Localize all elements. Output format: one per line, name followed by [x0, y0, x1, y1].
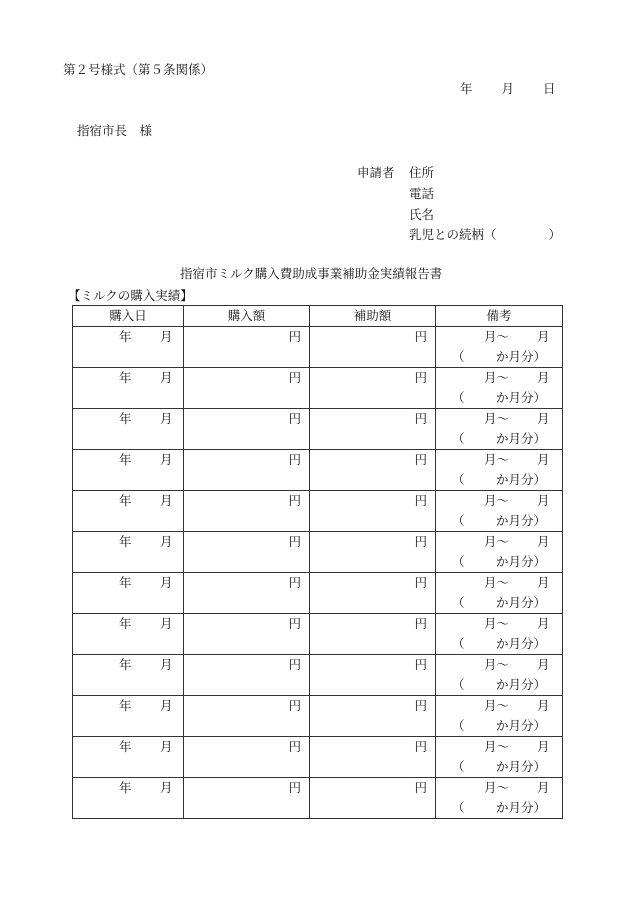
subsidy-amount-cell[interactable] [310, 573, 436, 614]
month-count-label: か月分） [496, 513, 547, 528]
month-label: 月 [160, 329, 173, 344]
range-to-label: 月 [537, 780, 550, 795]
applicant-address-label: 住所 [409, 165, 435, 180]
remarks-cell[interactable] [436, 327, 563, 368]
purchase-amount-cell[interactable] [184, 614, 310, 655]
year-label: 年 [119, 575, 132, 590]
month-count-label: か月分） [496, 472, 547, 487]
yen-label: 円 [288, 329, 301, 344]
table-body [73, 327, 563, 819]
column-header-purchase-amount: 購入額 [184, 306, 310, 327]
remarks-cell[interactable] [436, 778, 563, 819]
table-row [73, 368, 563, 409]
applicant-label: 申請者 [357, 165, 395, 180]
purchase-date-cell[interactable] [73, 409, 184, 450]
purchase-date-cell[interactable] [73, 368, 184, 409]
form-number: 第２号様式（第５条関係） [63, 62, 214, 77]
year-label: 年 [119, 534, 132, 549]
count-open-paren: （ [452, 636, 465, 651]
applicant-relation-label [409, 229, 561, 242]
count-open-paren: （ [452, 390, 465, 405]
purchase-amount-cell[interactable] [184, 491, 310, 532]
purchase-date-cell[interactable] [73, 491, 184, 532]
remarks-cell[interactable] [436, 368, 563, 409]
table-row [73, 737, 563, 778]
yen-label: 円 [288, 739, 301, 754]
count-open-paren: （ [452, 513, 465, 528]
table-row [73, 491, 563, 532]
date-day: 日 [543, 81, 556, 96]
range-to-label: 月 [537, 493, 550, 508]
remarks-cell[interactable] [436, 696, 563, 737]
applicant-name-label: 氏名 [409, 207, 435, 222]
month-label: 月 [160, 493, 173, 508]
month-label: 月 [160, 698, 173, 713]
year-label: 年 [119, 452, 132, 467]
table-row [73, 778, 563, 819]
purchase-amount-cell[interactable] [184, 532, 310, 573]
range-to-label: 月 [537, 575, 550, 590]
month-count-label: か月分） [496, 718, 547, 733]
year-label: 年 [119, 657, 132, 672]
yen-label: 円 [414, 493, 427, 508]
yen-label: 円 [414, 370, 427, 385]
range-from-label: 月～ [484, 411, 510, 426]
table-row [73, 614, 563, 655]
count-open-paren: （ [452, 554, 465, 569]
purchase-record-table [72, 305, 563, 819]
month-label: 月 [160, 616, 173, 631]
range-to-label: 月 [537, 698, 550, 713]
yen-label: 円 [288, 452, 301, 467]
range-from-label: 月～ [484, 329, 510, 344]
yen-label: 円 [414, 616, 427, 631]
year-label: 年 [119, 698, 132, 713]
purchase-date-cell[interactable] [73, 614, 184, 655]
purchase-date-cell[interactable] [73, 696, 184, 737]
section-heading: 【ミルクの購入実績】 [68, 288, 193, 303]
range-to-label: 月 [537, 534, 550, 549]
subsidy-amount-cell[interactable] [310, 614, 436, 655]
remarks-cell[interactable] [436, 614, 563, 655]
range-from-label: 月～ [484, 780, 510, 795]
purchase-amount-cell[interactable] [184, 573, 310, 614]
month-label: 月 [160, 411, 173, 426]
subsidy-amount-cell[interactable] [310, 778, 436, 819]
yen-label: 円 [288, 698, 301, 713]
purchase-date-cell[interactable] [73, 655, 184, 696]
count-open-paren: （ [452, 677, 465, 692]
year-label: 年 [119, 616, 132, 631]
count-open-paren: （ [452, 431, 465, 446]
yen-label: 円 [414, 575, 427, 590]
yen-label: 円 [414, 657, 427, 672]
table-row [73, 409, 563, 450]
count-open-paren: （ [452, 800, 465, 815]
subsidy-amount-cell[interactable] [310, 655, 436, 696]
month-count-label: か月分） [496, 759, 547, 774]
range-from-label: 月～ [484, 493, 510, 508]
year-label: 年 [119, 493, 132, 508]
table-header-row [73, 306, 563, 327]
year-label: 年 [119, 739, 132, 754]
month-count-label: か月分） [496, 636, 547, 651]
month-label: 月 [160, 739, 173, 754]
remarks-cell[interactable] [436, 573, 563, 614]
yen-label: 円 [414, 739, 427, 754]
range-from-label: 月～ [484, 616, 510, 631]
range-to-label: 月 [537, 452, 550, 467]
month-count-label: か月分） [496, 595, 547, 610]
yen-label: 円 [414, 411, 427, 426]
range-from-label: 月～ [484, 575, 510, 590]
subsidy-amount-cell[interactable] [310, 409, 436, 450]
month-count-label: か月分） [496, 390, 547, 405]
month-count-label: か月分） [496, 554, 547, 569]
month-label: 月 [160, 575, 173, 590]
range-to-label: 月 [537, 329, 550, 344]
yen-label: 円 [288, 575, 301, 590]
remarks-cell[interactable] [436, 655, 563, 696]
month-count-label: か月分） [496, 349, 547, 364]
table-row [73, 532, 563, 573]
table-row [73, 573, 563, 614]
year-label: 年 [119, 329, 132, 344]
remarks-cell[interactable] [436, 491, 563, 532]
month-count-label: か月分） [496, 677, 547, 692]
month-label: 月 [160, 452, 173, 467]
month-count-label: か月分） [496, 800, 547, 815]
subsidy-amount-cell[interactable] [310, 450, 436, 491]
document-title: 指宿市ミルク購入費助成事業補助金実績報告書 [180, 266, 443, 281]
purchase-amount-cell[interactable] [184, 327, 310, 368]
yen-label: 円 [288, 780, 301, 795]
column-header-purchase-date: 購入日 [73, 306, 184, 327]
remarks-cell[interactable] [436, 737, 563, 778]
yen-label: 円 [414, 780, 427, 795]
count-open-paren: （ [452, 759, 465, 774]
table-row [73, 327, 563, 368]
purchase-amount-cell[interactable] [184, 737, 310, 778]
purchase-amount-cell[interactable] [184, 778, 310, 819]
relation-label: 乳児との続柄（ [409, 227, 497, 242]
month-label: 月 [160, 657, 173, 672]
date-line [460, 83, 556, 96]
date-month: 月 [501, 81, 515, 96]
date-year: 年 [460, 81, 473, 96]
range-to-label: 月 [537, 657, 550, 672]
count-open-paren: （ [452, 595, 465, 610]
column-header-remarks: 備考 [436, 306, 563, 327]
purchase-date-cell[interactable] [73, 737, 184, 778]
range-to-label: 月 [537, 370, 550, 385]
subsidy-amount-cell[interactable] [310, 327, 436, 368]
subsidy-amount-cell[interactable] [310, 368, 436, 409]
count-open-paren: （ [452, 718, 465, 733]
range-to-label: 月 [537, 616, 550, 631]
purchase-date-cell[interactable] [73, 778, 184, 819]
purchase-amount-cell[interactable] [184, 450, 310, 491]
year-label: 年 [119, 370, 132, 385]
yen-label: 円 [288, 370, 301, 385]
range-from-label: 月～ [484, 698, 510, 713]
addressee: 指宿市長 様 [77, 123, 153, 138]
yen-label: 円 [414, 698, 427, 713]
month-label: 月 [160, 780, 173, 795]
purchase-amount-cell[interactable] [184, 368, 310, 409]
purchase-date-cell[interactable] [73, 327, 184, 368]
month-count-label: か月分） [496, 431, 547, 446]
yen-label: 円 [288, 411, 301, 426]
table-row [73, 696, 563, 737]
relation-close: ） [548, 227, 562, 242]
range-to-label: 月 [537, 411, 550, 426]
remarks-cell[interactable] [436, 532, 563, 573]
subsidy-amount-cell[interactable] [310, 532, 436, 573]
count-open-paren: （ [452, 349, 465, 364]
remarks-cell[interactable] [436, 409, 563, 450]
yen-label: 円 [288, 493, 301, 508]
table-row [73, 655, 563, 696]
purchase-date-cell[interactable] [73, 532, 184, 573]
purchase-amount-cell[interactable] [184, 409, 310, 450]
yen-label: 円 [288, 657, 301, 672]
month-label: 月 [160, 370, 173, 385]
range-from-label: 月～ [484, 739, 510, 754]
yen-label: 円 [414, 452, 427, 467]
purchase-amount-cell[interactable] [184, 696, 310, 737]
purchase-amount-cell[interactable] [184, 655, 310, 696]
yen-label: 円 [414, 329, 427, 344]
range-from-label: 月～ [484, 534, 510, 549]
subsidy-amount-cell[interactable] [310, 491, 436, 532]
column-header-subsidy-amount: 補助額 [310, 306, 436, 327]
range-from-label: 月～ [484, 452, 510, 467]
range-from-label: 月～ [484, 657, 510, 672]
year-label: 年 [119, 411, 132, 426]
yen-label: 円 [288, 616, 301, 631]
purchase-date-cell[interactable] [73, 573, 184, 614]
remarks-cell[interactable] [436, 450, 563, 491]
count-open-paren: （ [452, 472, 465, 487]
range-to-label: 月 [537, 739, 550, 754]
subsidy-amount-cell[interactable] [310, 737, 436, 778]
year-label: 年 [119, 780, 132, 795]
subsidy-amount-cell[interactable] [310, 696, 436, 737]
yen-label: 円 [288, 534, 301, 549]
table-row [73, 450, 563, 491]
range-from-label: 月～ [484, 370, 510, 385]
purchase-date-cell[interactable] [73, 450, 184, 491]
month-label: 月 [160, 534, 173, 549]
yen-label: 円 [414, 534, 427, 549]
applicant-phone-label: 電話 [409, 186, 435, 201]
